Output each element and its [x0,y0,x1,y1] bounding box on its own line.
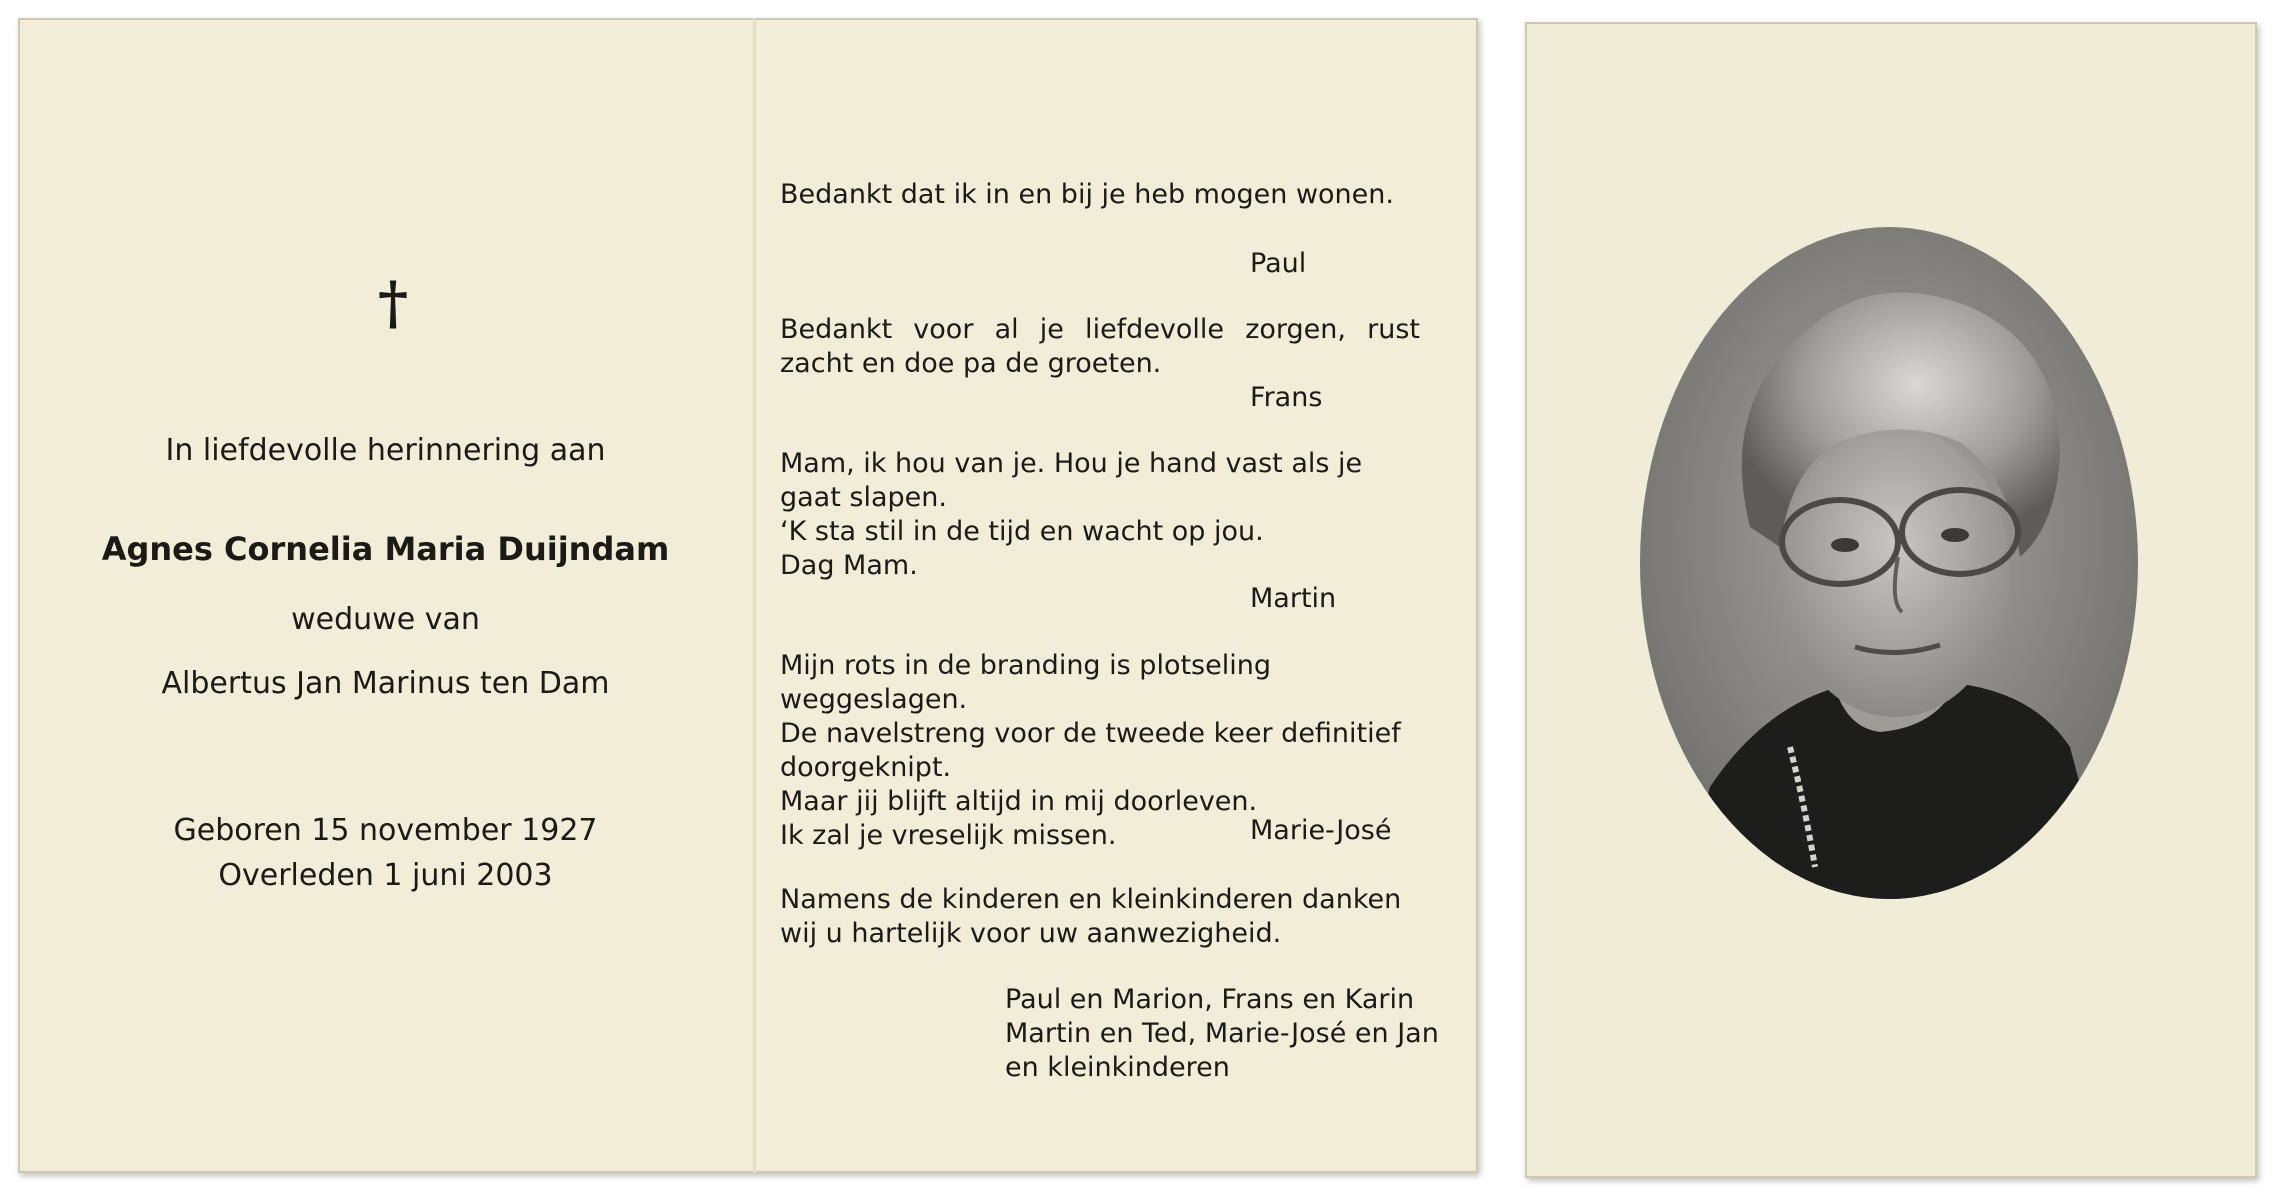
family-line: Paul en Marion, Frans en Karin [1005,984,1415,1015]
family-signature [1005,983,1439,1085]
message-frans [780,313,1420,381]
message-line: Maar jij blijft altijd in mij doorleven. [780,786,1258,817]
card-fold-crease [753,18,756,1173]
message-martin [780,447,1420,583]
signature-marie-jose: Marie-José [1250,815,1392,846]
message-line: De navelstreng voor de tweede keer definitief doorgeknipt. [780,718,1401,783]
oval-portrait-photo [1640,227,2138,899]
widow-of-line: weduwe van [291,602,480,637]
message-line: Bedankt dat ik in en bij je heb mogen wonen. [780,179,1394,210]
spouse-name: Albertus Jan Marinus ten Dam [161,666,610,701]
death-date: Overleden 1 juni 2003 [218,858,553,893]
photo-card [1525,22,2257,1178]
closing-thanks: Namens de kinderen en kleinkinderen danken wij u hartelijk voor uw aanwezigheid. [780,884,1402,949]
signature-martin: Martin [1250,583,1337,614]
signature-paul: Paul [1250,248,1307,279]
card-left-panel [18,18,753,1173]
signature-frans: Frans [1250,382,1323,413]
message-line: Bedankt voor al je liefdevolle zorgen, rust zacht en doe pa de groeten. [780,314,1420,379]
message-line: Ik zal je vreselijk missen. [780,820,1117,851]
intro-line: In liefdevolle herinnering aan [165,433,606,468]
family-line: Martin en Ted, Marie-José en Jan [1005,1018,1439,1049]
birth-date: Geboren 15 november 1927 [173,813,598,848]
cross-icon: † [377,269,409,337]
message-line: ‘K sta stil in de tijd en wacht op jou. [780,516,1264,547]
family-line: en kleinkinderen [1005,1052,1230,1083]
message-line: Dag Mam. [780,550,918,581]
message-line: Mijn rots in de branding is plotseling weggeslagen. [780,650,1271,715]
deceased-name: Agnes Cornelia Maria Duijndam [101,530,670,568]
message-paul [780,178,1420,212]
message-line: Mam, ik hou van je. Hou je hand vast als je gaat slapen. [780,448,1363,513]
